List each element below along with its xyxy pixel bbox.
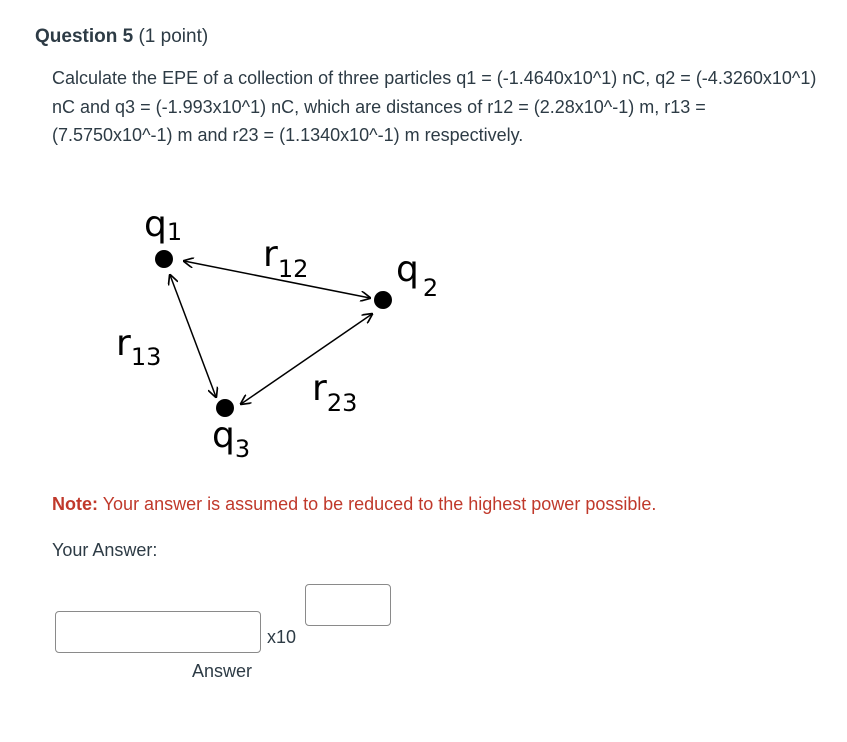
q1-label: q1 — [144, 204, 183, 246]
r23-label: $r_{23}$ — [312, 368, 358, 417]
note — [52, 494, 656, 515]
note-text: Your answer is assumed to be reduced to the highest power possible. — [102, 494, 657, 514]
q1-dot — [155, 250, 173, 268]
x10-label: x10 — [267, 627, 297, 647]
r12-label: $r_{12}$ — [263, 234, 309, 283]
answer-mantissa-input[interactable] — [55, 611, 261, 653]
r13-label: $r_{13}$ — [116, 323, 162, 371]
question-points: (1 point) — [138, 26, 209, 47]
question-text: Calculate the EPE of a collection of three particles q1 = (-1.4640x10^1) nC, q2 = (-4.3260x10^1) nC and q3 = (-1.993x10^1) nC, which are distances of r12 = (2.28x10^-1) m, r13 = (7.5750x10^-1) m and r23 = (1.1340x10^-1) m respectively. — [52, 68, 817, 145]
q2-label: q $_2$ — [396, 249, 439, 302]
q2-dot — [374, 291, 392, 309]
answer-exponent-input[interactable] — [305, 584, 391, 626]
question-title: Question 5 — [35, 26, 134, 47]
note-label: Note: — [52, 494, 98, 514]
q3-label: $q_3$ — [212, 415, 251, 463]
your-answer-label: Your Answer: — [52, 540, 158, 560]
r13-line — [170, 275, 216, 397]
answer-caption: Answer — [192, 661, 253, 681]
